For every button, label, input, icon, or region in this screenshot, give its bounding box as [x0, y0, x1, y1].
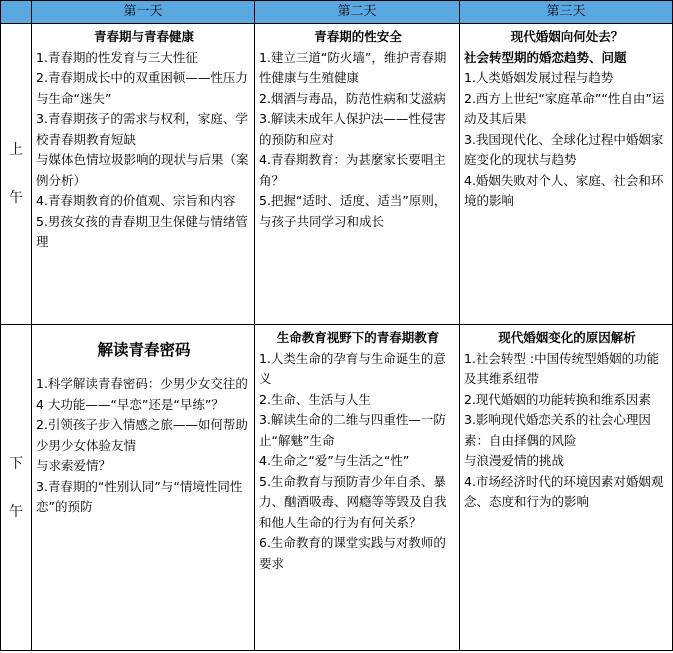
list-item: 4.青春期教育的价值观、宗旨和内容 — [36, 193, 236, 208]
day3-afternoon-title: 现代婚姻变化的原因解析 — [498, 330, 636, 345]
morning-label — [1, 24, 32, 325]
day3-afternoon-cell — [460, 325, 673, 651]
list-item: 4.生命之“爱”与生活之“性” — [259, 453, 410, 468]
day1-afternoon-cell — [32, 325, 255, 651]
list-item: 5.把握“适时、适度、适当”原则，与孩子共同学习和成长 — [259, 193, 447, 229]
list-item: 1.社会转型 :中国传统型婚姻的功能及其维系纽带 — [464, 350, 660, 386]
list-item: 4.婚姻失败对个人、家庭、社会和环境的影响 — [464, 172, 664, 208]
day2-afternoon-cell — [255, 325, 460, 651]
list-item: 3.影响现代婚恋关系的社会心理因素：自由择偶的风险 — [464, 412, 651, 448]
day1-header: 第一天 — [32, 1, 255, 24]
day2-morning-title: 青春期的性安全 — [314, 29, 402, 44]
list-item: 2.引领孩子步入情感之旅——如何帮助少男少女体验友情 — [36, 417, 248, 453]
list-item: 与媒体色情垃圾影响的现状与后果（案例分析） — [36, 152, 249, 188]
afternoon-row — [1, 325, 673, 651]
list-item: 3.解读生命的二维与四重性—一防止“解魅”生命 — [259, 412, 446, 448]
day3-morning-cell — [460, 24, 673, 325]
list-item: 与求索爱情？ — [36, 458, 112, 473]
list-item: 1.人类婚姻发展过程与趋势 — [464, 70, 614, 85]
corner-header-cell — [1, 1, 32, 24]
list-item: 2.青春期成长中的双重困顿——性压力与生命“迷失” — [36, 70, 248, 106]
list-item: 3.青春期的“性别认同”与“情境性同性恋”的预防 — [36, 478, 243, 514]
list-item: 4.青春期教育：为甚麼家长要唱主角？ — [259, 152, 446, 188]
afternoon-label-char-2: 午 — [9, 503, 23, 520]
day3-morning-subtitle: 社会转型期的婚恋趋势、问题 — [464, 49, 627, 65]
day3-header: 第三天 — [460, 1, 673, 24]
list-item: 5.男孩女孩的青春期卫生保健与情绪管理 — [36, 213, 248, 249]
list-item: 3.解读未成年人保护法——性侵害的预防和应对 — [259, 111, 446, 147]
list-item: 3.我国现代化、全球化过程中婚姻家庭变化的现状与趋势 — [464, 131, 664, 167]
list-item: 4.市场经济时代的环境因素对婚姻观念、态度和行为的影响 — [464, 473, 664, 509]
list-item: 5.生命教育与预防青少年自杀、暴力、酗酒吸毒、网瘾等等毁及自我和他人生命的行为有何关系？ — [259, 473, 447, 530]
afternoon-label — [1, 325, 32, 651]
list-item: 1.人类生命的孕育与生命诞生的意义 — [259, 350, 446, 386]
day3-morning-title: 现代婚姻向何处去？ — [510, 29, 624, 44]
header-row — [1, 1, 673, 24]
day2-header: 第二天 — [255, 1, 460, 24]
list-item: 2.西方上世纪“家庭革命”“性自由”运动及其后果 — [464, 90, 665, 126]
day1-morning-cell — [32, 24, 255, 325]
list-item: 2.现代婚姻的功能转换和维系因素 — [464, 391, 651, 407]
day1-afternoon-title: 解读青春密码 — [97, 341, 191, 359]
list-item: 2.生命、生活与人生 — [259, 391, 371, 407]
list-item: 2.烟酒与毒品，防范性病和艾滋病 — [259, 90, 446, 106]
list-item: 6.生命教育的课堂实践与对教师的要求 — [259, 535, 446, 571]
afternoon-label-char-1: 下 — [9, 455, 23, 472]
list-item: 1.青春期的性发育与三大性征 — [36, 49, 198, 65]
day2-morning-cell — [255, 24, 460, 325]
morning-label-char-1: 上 — [9, 142, 23, 158]
list-item: 与浪漫爱情的挑战 — [464, 453, 565, 468]
list-item: 3.青春期孩子的需求与权利，家庭、学校青春期教育短缺 — [36, 111, 248, 147]
day1-morning-title: 青春期与青春健康 — [93, 29, 194, 44]
list-item: 1.建立三道“防火墙”，维护青春期性健康与生殖健康 — [259, 49, 447, 85]
morning-row — [1, 24, 673, 325]
morning-label-char-2: 午 — [9, 190, 23, 206]
list-item: 1.科学解读青春密码：少男少女交往的 4 大功能——“早恋”还是“早练”？ — [36, 376, 248, 412]
day2-afternoon-title: 生命教育视野下的青春期教育 — [276, 330, 440, 345]
